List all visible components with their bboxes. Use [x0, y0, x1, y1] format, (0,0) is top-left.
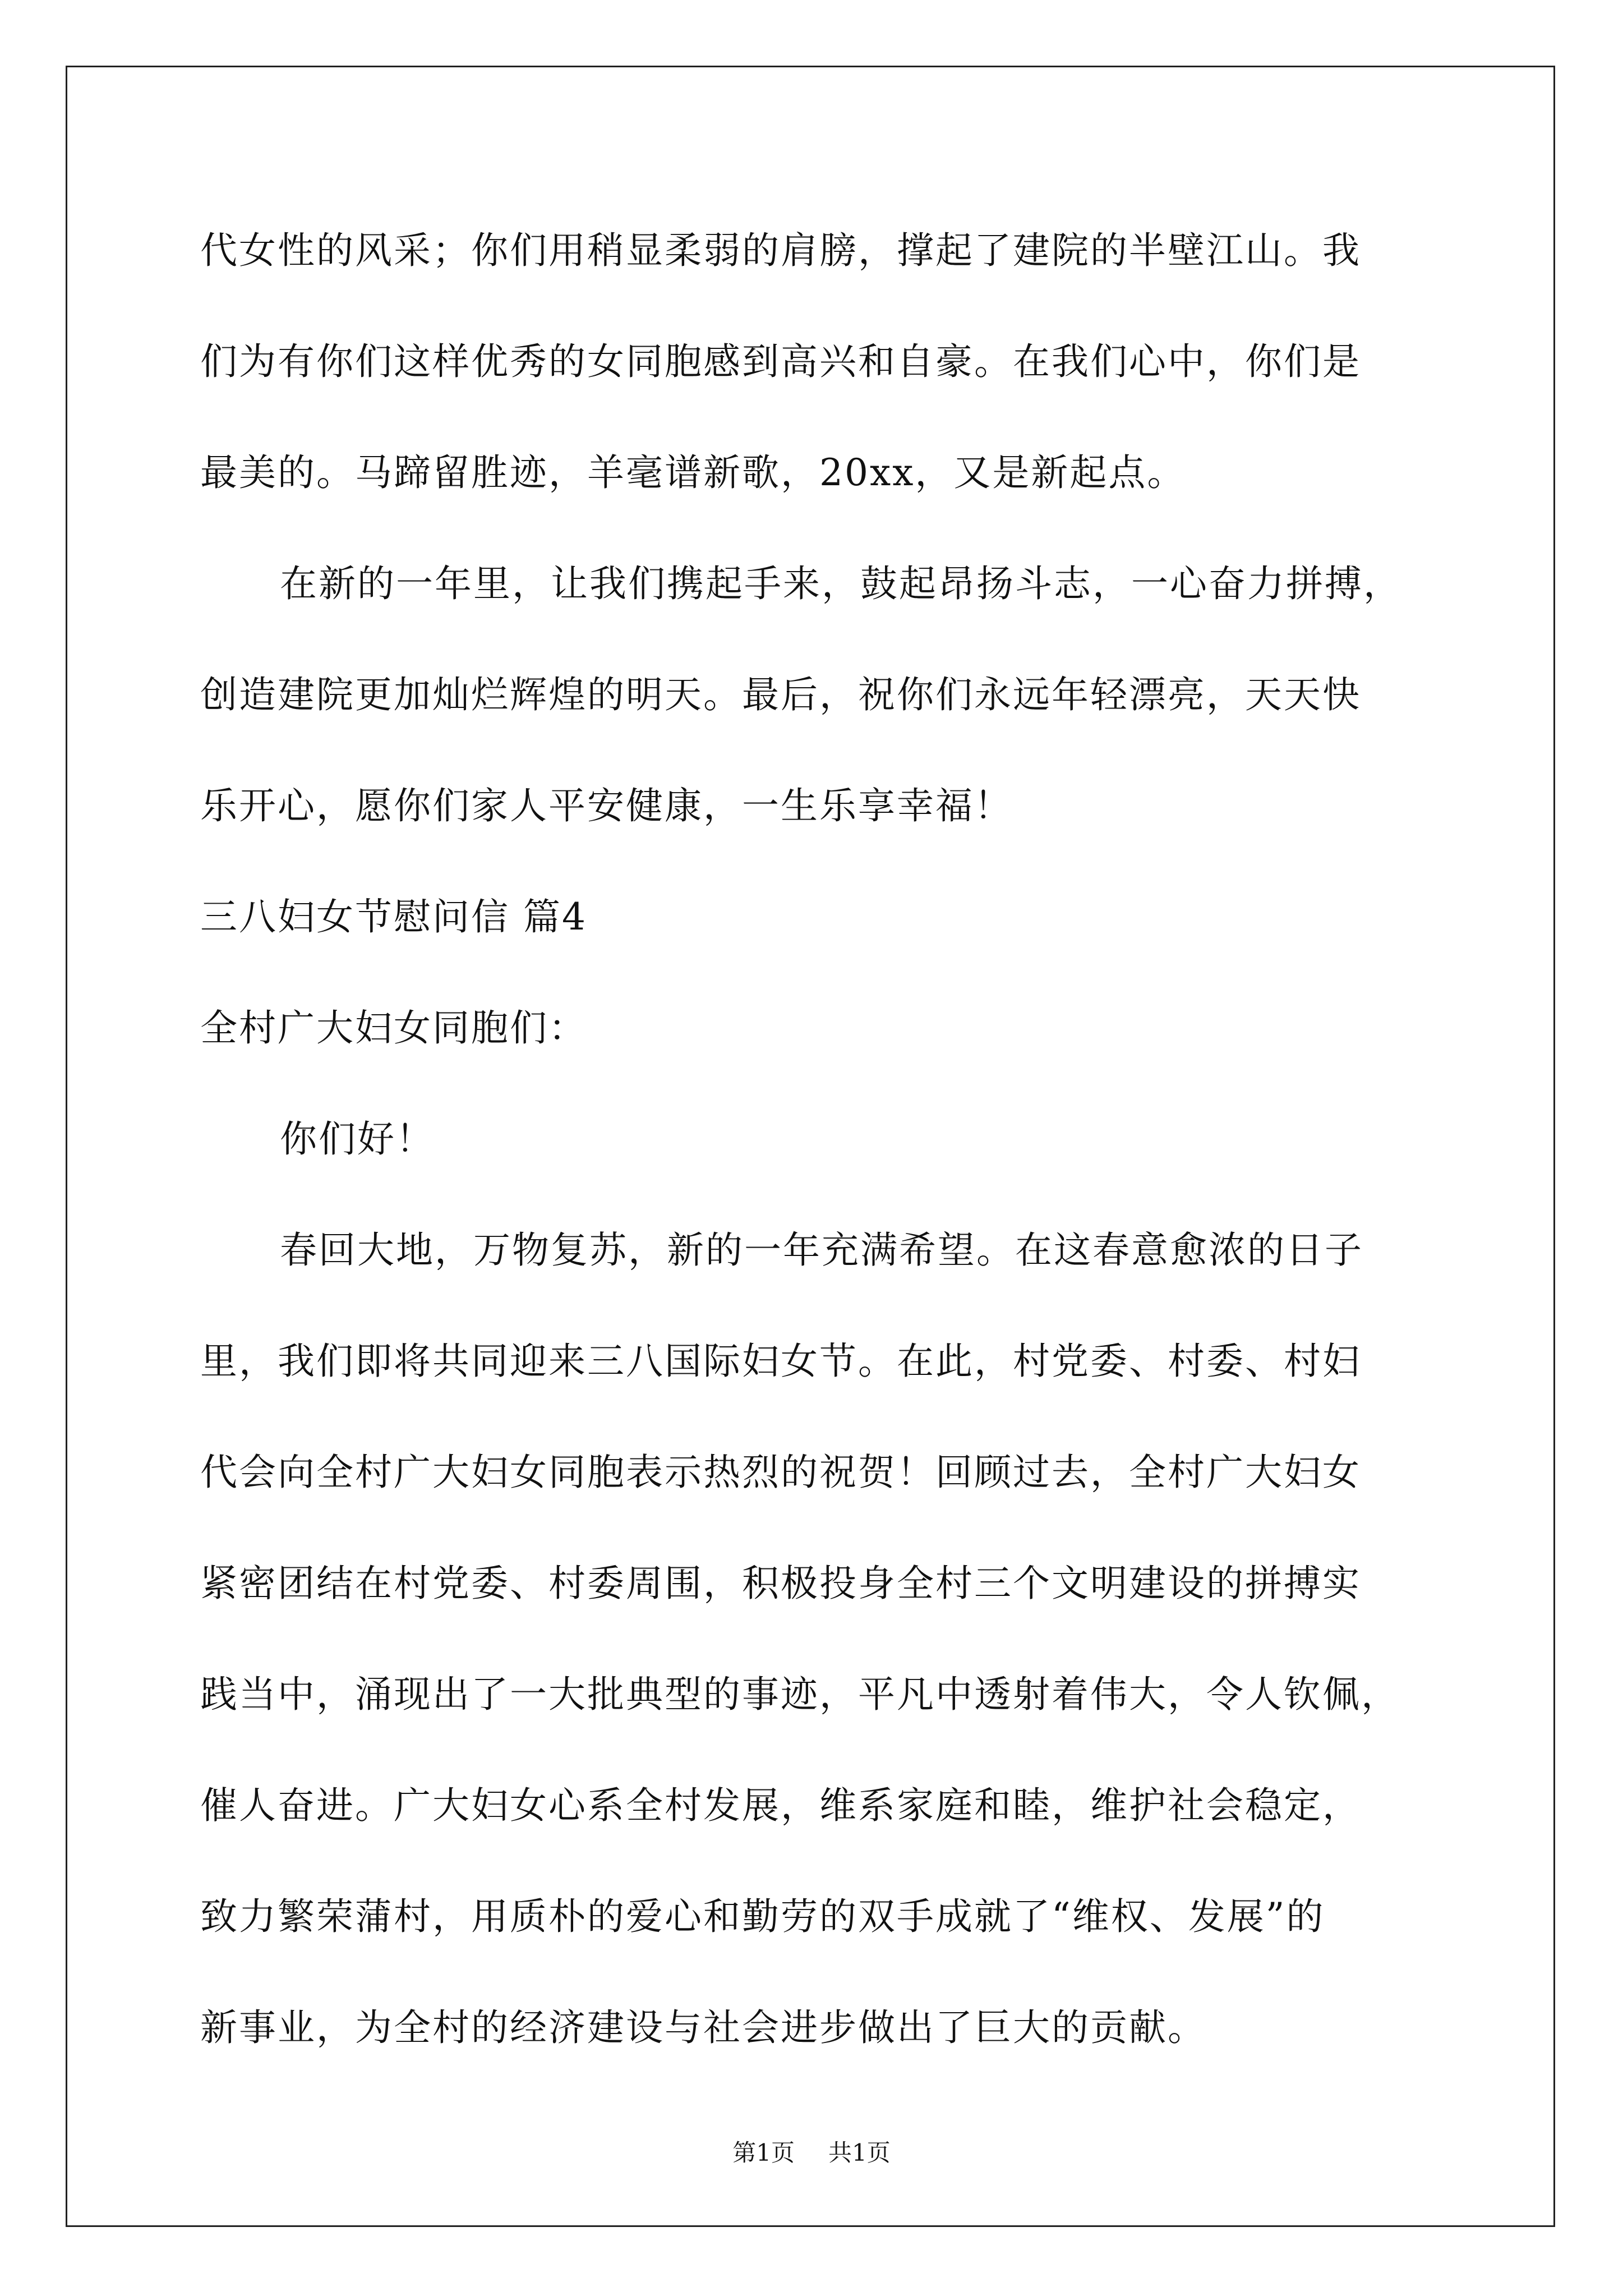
paragraph-start-line: 春回大地，万物复苏，新的一年充满希望。在这春意愈浓的日子 — [280, 1228, 1363, 1272]
page-number: 第1页 — [732, 2139, 795, 2166]
greeting: 你们好！ — [280, 1117, 435, 1161]
text-line: 代会向全村广大妇女同胞表示热烈的祝贺！回顾过去，全村广大妇女 — [200, 1451, 1361, 1494]
text-line: 里，我们即将共同迎来三八国际妇女节。在此，村党委、村委、村妇 — [200, 1340, 1361, 1383]
text-line: 创造建院更加灿烂辉煌的明天。最后，祝你们永远年轻漂亮，天天快 — [200, 673, 1361, 716]
page-footer — [0, 2136, 1623, 2170]
page-total: 共1页 — [828, 2139, 891, 2166]
text-line: 乐开心，愿你们家人平安健康，一生乐享幸福！ — [200, 784, 1013, 827]
text-line: 践当中，涌现出了一大批典型的事迹，平凡中透射着伟大，令人钦佩， — [200, 1673, 1400, 1716]
text-line: 催人奋进。广大妇女心系全村发展，维系家庭和睦，维护社会稳定， — [200, 1784, 1361, 1827]
paragraph-start-line: 在新的一年里，让我们携起手来，鼓起昂扬斗志，一心奋力拼搏， — [280, 562, 1402, 605]
text-line: 新事业，为全村的经济建设与社会进步做出了巨大的贡献。 — [200, 2006, 1206, 2049]
text-line: 紧密团结在村党委、村委周围，积极投身全村三个文明建设的拼搏实 — [200, 1562, 1361, 1605]
text-line: 最美的。马蹄留胜迹，羊毫谱新歌，20xx，又是新起点。 — [200, 451, 1186, 494]
section-heading: 三八妇女节慰问信 篇4 — [200, 895, 587, 938]
text-line: 致力繁荣蒲村，用质朴的爱心和勤劳的双手成就了“维权、发展”的 — [200, 1895, 1325, 1938]
document-body — [200, 209, 1488, 2097]
text-line: 们为有你们这样优秀的女同胞感到高兴和自豪。在我们心中，你们是 — [200, 340, 1361, 383]
text-line: 代女性的风采；你们用稍显柔弱的肩膀，撑起了建院的半壁江山。我 — [200, 229, 1361, 272]
salutation: 全村广大妇女同胞们： — [200, 1006, 587, 1050]
